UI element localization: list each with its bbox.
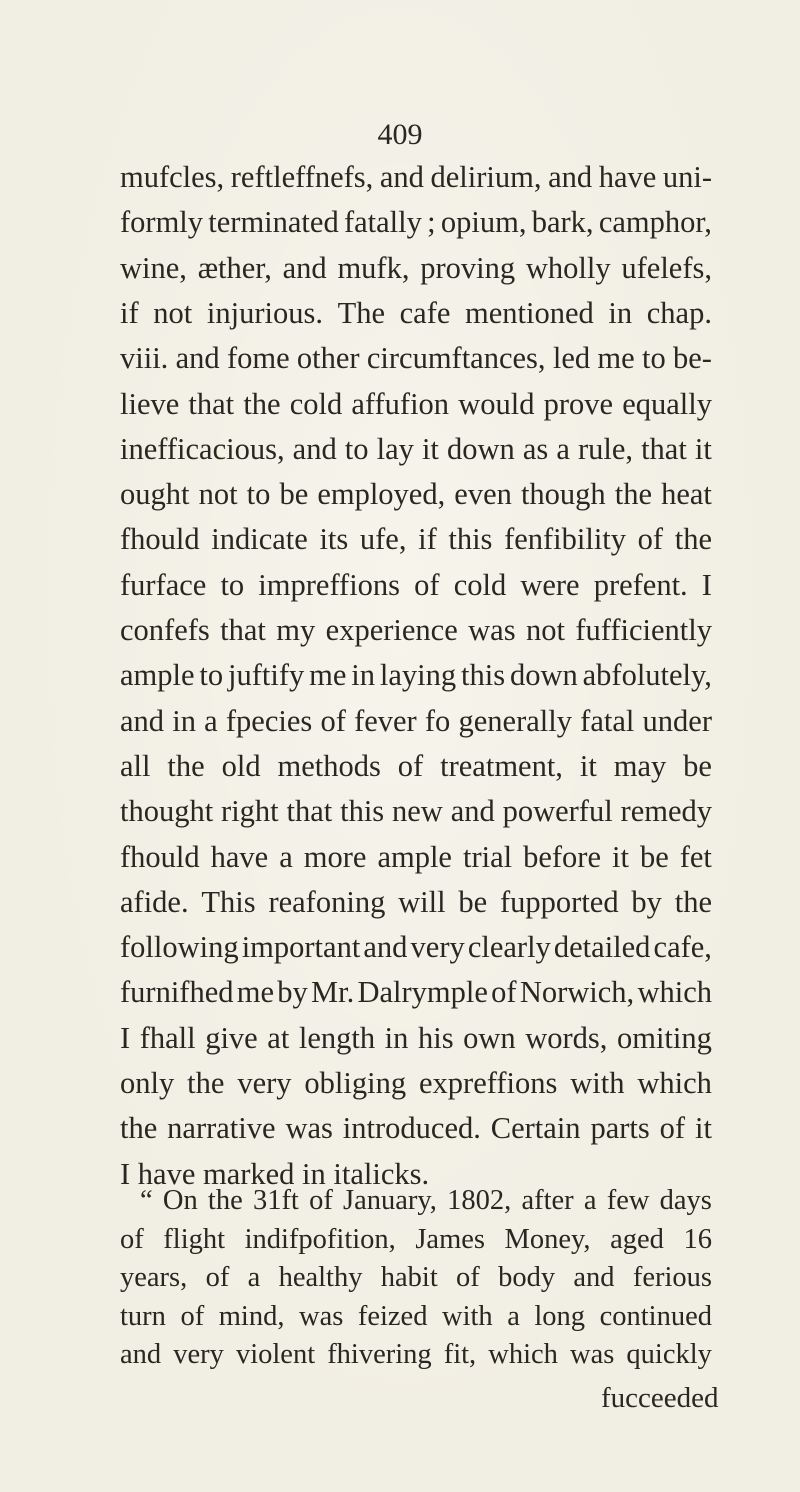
text-line: all the old methods of treatment, it may be xyxy=(120,748,712,783)
text-line: lieve that the cold affufion would prove equally xyxy=(120,386,712,421)
text-line: if not injurious. The cafe mentioned in chap. xyxy=(120,295,712,330)
text-line: fhould have a more ample trial before it be fet xyxy=(120,839,712,874)
text-line: “ On the 31ft of January, 1802, after a few days xyxy=(140,1185,712,1216)
text-line: ought not to be employed, even though the heat xyxy=(120,477,712,512)
text-line: the narrative was introduced. Certain parts of it xyxy=(120,1111,712,1146)
text-line: furface to impreffions of cold were prefent. I xyxy=(120,567,712,602)
text-line: confefs that my experience was not fufficiently xyxy=(120,613,712,647)
text-line: mufcles, reftleffnefs, and delirium, and have uni- xyxy=(120,160,712,194)
text-line: only the very obliging expreffions with which xyxy=(120,1066,712,1100)
text-line: I have marked in italicks. xyxy=(120,1156,430,1191)
text-line: of flight indifpofition, James Money, aged 16 xyxy=(120,1223,712,1255)
catchword: fucceeded xyxy=(601,1382,719,1414)
text-line: I fhall give at length in his own words, omiting xyxy=(120,1020,712,1055)
page-number: 409 xyxy=(377,118,423,151)
text-line: years, of a healthy habit of body and ferious xyxy=(120,1262,712,1293)
text-line: formly terminated fatally ; opium, bark, camphor, xyxy=(120,205,712,240)
text-line: ample to juftify me in laying this down abfolutely, xyxy=(120,658,712,693)
text-line: wine, æther, and mufk, proving wholly ufelefs, xyxy=(120,250,712,285)
text-line: fhould indicate its ufe, if this fenfibility of the xyxy=(120,522,712,557)
text-line: afide. This reafoning will be fupported by the xyxy=(120,884,712,919)
text-line: inefficacious, and to lay it down as a rule, that it xyxy=(120,431,712,466)
text-line: thought right that this new and powerful remedy xyxy=(120,794,712,829)
text-line: turn of mind, was feized with a long continued xyxy=(120,1300,712,1332)
text-line: viii. and fome other circumftances, led me to be- xyxy=(120,341,712,376)
text-line: and very violent fhivering fit, which was quickly xyxy=(120,1339,712,1370)
text-line: furnifhed me by Mr. Dalrymple of Norwich, which xyxy=(120,975,712,1010)
text-line: following important and very clearly detailed cafe, xyxy=(120,930,712,965)
text-line: and in a fpecies of fever fo generally fatal under xyxy=(120,703,712,738)
